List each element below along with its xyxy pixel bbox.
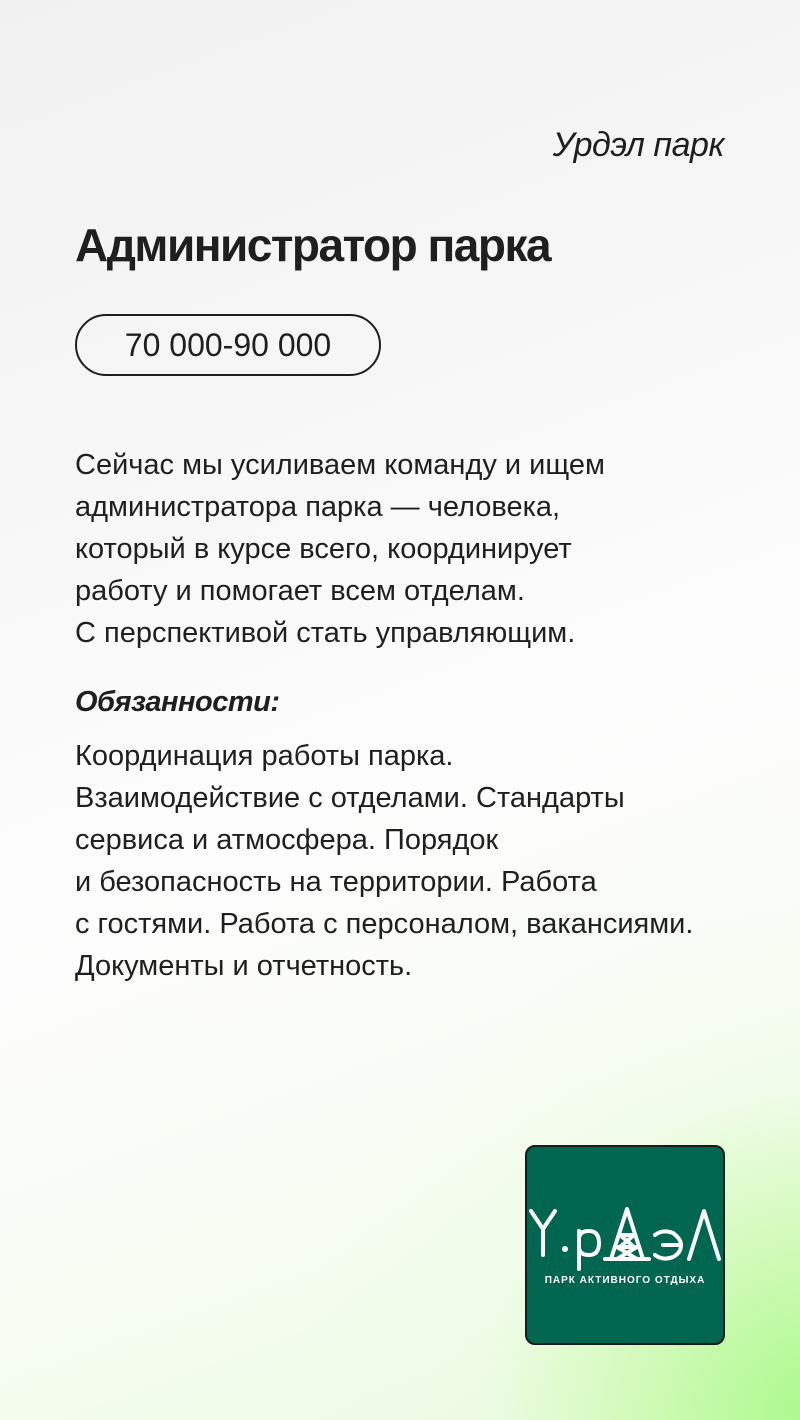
park-logo bbox=[525, 1145, 725, 1345]
vacancy-title: Администратор парка bbox=[75, 219, 551, 271]
salary-value: 70 000-90 000 bbox=[124, 326, 332, 363]
brand-name: Урдэл парк bbox=[552, 126, 724, 164]
vacancy-intro bbox=[75, 444, 775, 654]
duties-heading: Обязанности: bbox=[75, 686, 280, 718]
logo-subtitle: ПАРК АКТИВНОГО ОТДЫХА bbox=[544, 1275, 706, 1286]
duties-line: Координация работы парка. bbox=[75, 740, 454, 772]
intro-line: С перспективой стать управляющим. bbox=[75, 617, 576, 649]
duties-line: Документы и отчетность. bbox=[75, 950, 413, 982]
duties-line: и безопасность на территории. Работа bbox=[75, 866, 597, 898]
duties-line: с гостями. Работа с персоналом, вакансиями. bbox=[75, 908, 694, 940]
logo-wordmark-icon bbox=[527, 1147, 723, 1343]
intro-line: который в курсе всего, координирует bbox=[75, 533, 572, 565]
duties-line: сервиса и атмосфера. Порядок bbox=[75, 824, 499, 856]
salary-badge bbox=[75, 314, 381, 376]
intro-line: Сейчас мы усиливаем команду и ищем bbox=[75, 449, 605, 481]
duties-line: Взаимодействие с отделами. Стандарты bbox=[75, 782, 625, 814]
intro-line: администратора парка — человека, bbox=[75, 491, 561, 523]
intro-line: работу и помогает всем отделам. bbox=[75, 575, 525, 607]
duties-list bbox=[75, 735, 795, 987]
